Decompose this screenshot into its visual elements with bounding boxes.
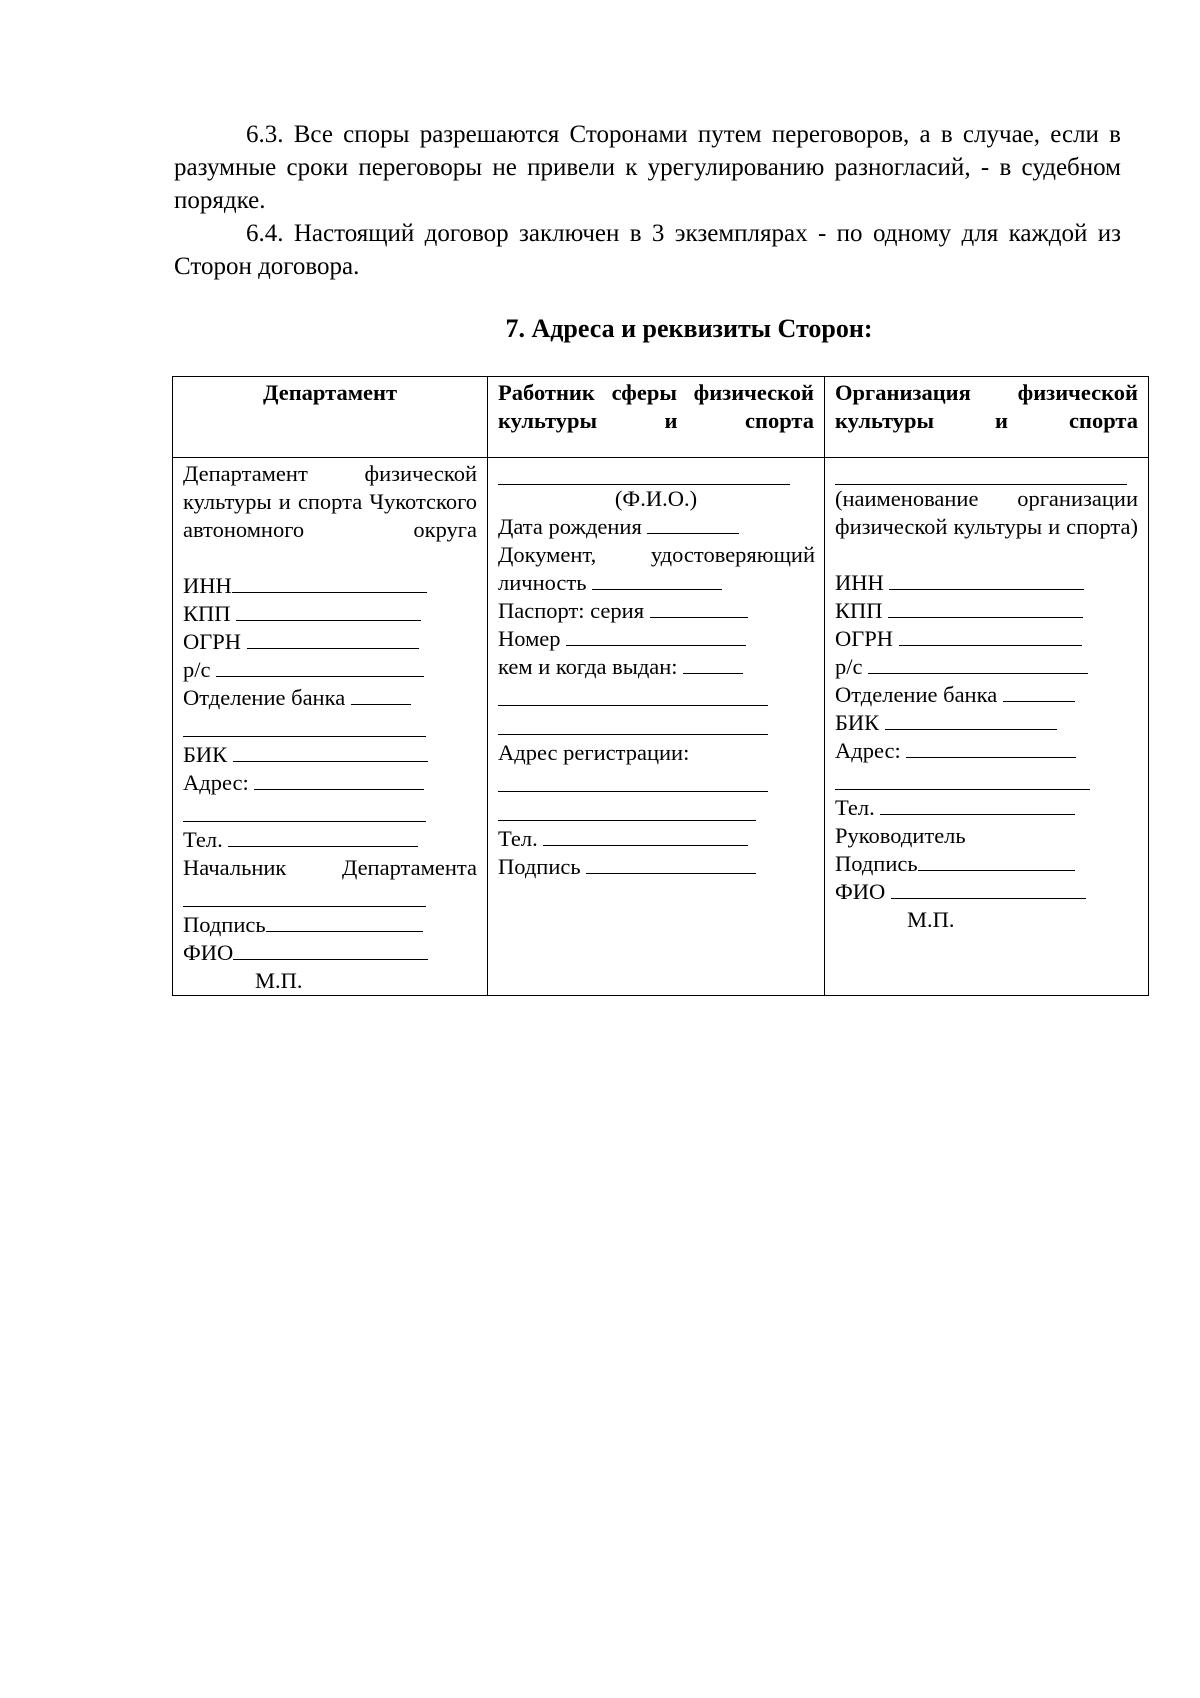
dept-ogrn-line — [183, 628, 477, 656]
org-rs-field[interactable] — [868, 653, 1088, 674]
worker-passport-series-field[interactable] — [650, 597, 748, 618]
dept-signature-line — [183, 911, 477, 939]
department-name: Департамент физической культуры и спорта Чукотского автономного округа — [183, 461, 477, 542]
dept-bank-label: Отделение банка — [183, 685, 346, 710]
table-header-row — [173, 377, 1149, 458]
dept-bik-line — [183, 741, 477, 769]
organization-cell — [825, 458, 1149, 996]
org-kpp-field[interactable] — [888, 597, 1083, 618]
org-fio-field[interactable] — [891, 878, 1086, 899]
dept-head-label: Начальник Департамента — [183, 855, 477, 880]
dept-address-line — [183, 769, 477, 797]
section-title: 7. Адреса и реквизиты Сторон: — [505, 314, 873, 343]
worker-number-line — [498, 625, 814, 653]
org-bank-label: Отделение банка — [835, 682, 998, 707]
dept-rs-line — [183, 656, 477, 684]
org-bik-label: БИК — [835, 710, 880, 735]
worker-passport-number-field[interactable] — [566, 625, 746, 646]
org-rs-line — [835, 653, 1138, 681]
org-bank-field[interactable] — [1003, 681, 1075, 702]
org-name-field[interactable] — [835, 460, 1127, 485]
worker-id-doc-field[interactable] — [592, 569, 722, 590]
org-rs-label: р/с — [835, 654, 863, 679]
dept-tel-line — [183, 826, 477, 854]
worker-issued-line — [498, 653, 814, 681]
worker-issued-field[interactable] — [683, 653, 743, 674]
dept-address-field[interactable] — [254, 769, 424, 790]
org-head-label: Руководитель — [835, 823, 966, 848]
worker-id-doc-line — [498, 569, 814, 597]
dept-fio-label: ФИО — [183, 940, 234, 965]
worker-signature-line — [498, 853, 814, 881]
header-organization: Организация физической культуры и спорта — [825, 377, 1149, 458]
worker-tel-label: Тел. — [498, 826, 538, 851]
worker-birth-label: Дата рождения — [498, 514, 642, 539]
worker-fio-field[interactable] — [498, 460, 790, 485]
org-fio-line — [835, 878, 1138, 906]
worker-fio-caption: (Ф.И.О.) — [614, 486, 698, 511]
department-cell — [173, 458, 488, 996]
worker-id-doc-label-line1 — [498, 541, 815, 595]
dept-inn-field[interactable] — [232, 572, 427, 593]
worker-tel-line — [498, 825, 814, 853]
worker-issued-field-3[interactable] — [498, 710, 768, 735]
dept-rs-label: р/с — [183, 657, 211, 682]
dept-inn-line — [183, 572, 477, 600]
dept-ogrn-field[interactable] — [247, 628, 419, 649]
org-inn-field[interactable] — [889, 569, 1084, 590]
dept-bik-field[interactable] — [233, 741, 428, 762]
dept-bik-label: БИК — [183, 742, 228, 767]
dept-tel-field[interactable] — [228, 826, 418, 847]
dept-signature-field[interactable] — [266, 911, 423, 932]
dept-fio-line — [183, 939, 477, 967]
org-address-field[interactable] — [906, 737, 1076, 758]
org-fio-label: ФИО — [835, 879, 886, 904]
org-signature-line — [835, 850, 1138, 878]
worker-reg-address-label: Адрес регистрации: — [498, 740, 690, 765]
org-ogrn-line — [835, 625, 1138, 653]
org-bik-line — [835, 709, 1138, 737]
org-name-caption: (наименование организации физической культуры и спорта) — [835, 486, 1138, 539]
dept-bank-line — [183, 684, 477, 712]
worker-passport-line — [498, 597, 814, 625]
org-inn-label: ИНН — [835, 570, 884, 595]
dept-tel-label: Тел. — [183, 827, 223, 852]
dept-kpp-field[interactable] — [236, 600, 421, 621]
dept-address-label: Адрес: — [183, 770, 249, 795]
dept-signature-label: Подпись — [183, 912, 266, 937]
org-kpp-line — [835, 597, 1138, 625]
worker-issued-label: кем и когда выдан: — [498, 654, 678, 679]
worker-number-label: Номер — [498, 626, 561, 651]
paragraph-6-4: 6.4. Настоящий договор заключен в 3 экземплярах - по одному для каждой из Сторон договора. — [174, 220, 1121, 280]
dept-fio-field[interactable] — [233, 939, 428, 960]
org-ogrn-label: ОГРН — [835, 626, 894, 651]
table-body-row — [173, 458, 1149, 996]
worker-id-doc-label: Документ, удостоверяющий личность — [498, 542, 815, 595]
dept-rs-field[interactable] — [216, 656, 424, 677]
org-bank-line — [835, 681, 1138, 709]
header-worker: Работник сферы физической культуры и спорта — [488, 377, 825, 458]
worker-issued-field-2[interactable] — [498, 681, 768, 706]
worker-reg-address-field-2[interactable] — [498, 796, 756, 821]
org-tel-line — [835, 794, 1138, 822]
worker-passport-label: Паспорт: серия — [498, 598, 645, 623]
requisites-table — [172, 376, 1149, 996]
dept-kpp-label: КПП — [183, 601, 231, 626]
org-kpp-label: КПП — [835, 598, 883, 623]
org-signature-field[interactable] — [918, 850, 1075, 871]
org-tel-field[interactable] — [880, 794, 1075, 815]
paragraph-6-3: 6.3. Все споры разрешаются Сторонами путем переговоров, а в случае, если в разумные сроки переговоры не привели к урегулированию разногласий, - в судебном порядке. — [174, 121, 1121, 214]
dept-address-field-continued[interactable] — [183, 797, 426, 822]
org-inn-line — [835, 569, 1138, 597]
worker-birth-line — [498, 513, 814, 541]
dept-bank-field[interactable] — [351, 684, 411, 705]
worker-signature-label: Подпись — [498, 854, 581, 879]
dept-kpp-line — [183, 600, 477, 628]
worker-tel-field[interactable] — [543, 825, 748, 846]
header-department: Департамент — [173, 377, 488, 458]
org-stamp-place: М.П. — [907, 907, 955, 932]
worker-reg-address-field-1[interactable] — [498, 767, 768, 792]
dept-inn-label: ИНН — [183, 573, 232, 598]
dept-head-field[interactable] — [183, 882, 426, 907]
worker-signature-field[interactable] — [586, 853, 756, 874]
org-ogrn-field[interactable] — [899, 625, 1082, 646]
dept-bank-field-continued[interactable] — [183, 712, 426, 737]
dept-ogrn-label: ОГРН — [183, 629, 242, 654]
org-tel-label: Тел. — [835, 795, 875, 820]
org-address-field-continued[interactable] — [835, 765, 1090, 790]
org-signature-label: Подпись — [835, 851, 918, 876]
org-address-label: Адрес: — [835, 738, 901, 763]
org-bik-field[interactable] — [885, 709, 1057, 730]
dept-stamp-place: М.П. — [255, 968, 303, 993]
org-address-line — [835, 737, 1138, 765]
worker-birth-field[interactable] — [647, 513, 739, 534]
worker-cell — [488, 458, 825, 996]
